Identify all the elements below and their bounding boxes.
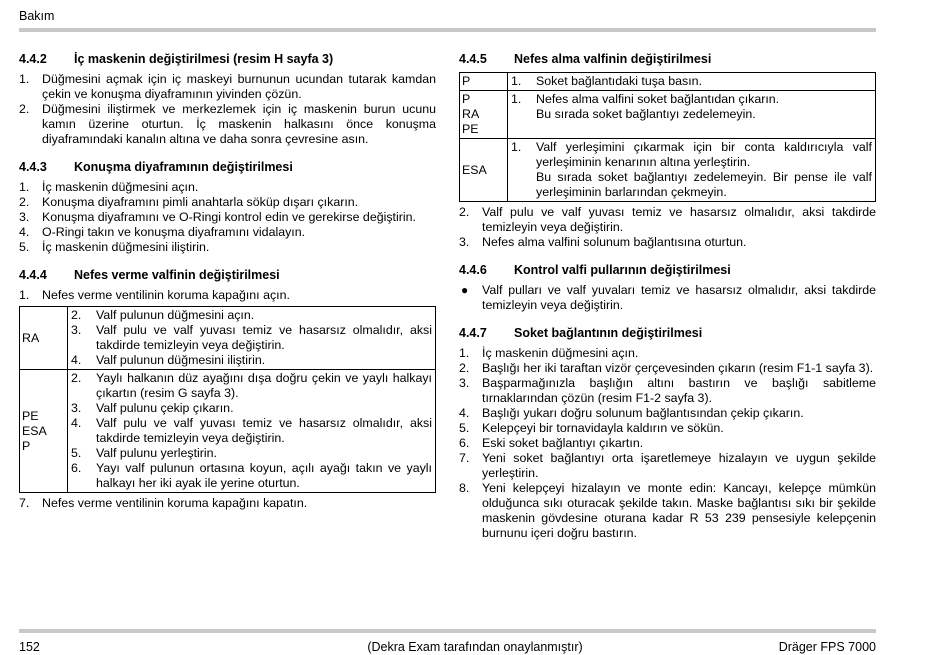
section-4-4-4 xyxy=(19,268,436,511)
footer-rule xyxy=(19,629,876,633)
list-item: 7. Nefes verme ventilinin koruma kapağını kapatın. xyxy=(19,496,308,510)
variant-label-cell: P xyxy=(460,73,508,91)
right-column xyxy=(459,52,876,554)
section-4-4-3 xyxy=(19,160,436,255)
list-item: 4. O-Ringi takın ve konuşma diyaframını vidalayın. xyxy=(19,225,306,239)
section-heading: 4.4.2 İç maskenin değiştirilmesi (resim H sayfa 3) xyxy=(19,52,334,66)
header-rule xyxy=(19,28,876,32)
bullet-icon: ● xyxy=(461,283,469,297)
list-item: 4. Başlığı yukarı doğru solunum bağlantısından çekip çıkarın. xyxy=(459,406,804,420)
steps-cell: 1. Valf yerleşimini çıkarmak için bir conta kaldırıcıyla valf yerleşiminin kenarının altına yerleştirin. Bu sırada soket bağlantıyı zedelemeyin. Bir pense ile valf yerleşiminin barlarından çekmeyin. xyxy=(508,139,876,202)
table-row xyxy=(20,307,436,370)
approval-note: (Dekra Exam tarafından onaylanmıştır) xyxy=(367,640,583,654)
inhalation-valve-table xyxy=(459,72,876,202)
section-4-4-5 xyxy=(459,52,876,250)
running-header: Bakım xyxy=(19,9,55,23)
list-item: 8. Yeni kelepçeyi hizalayın ve monte edin: Kancayı, kelepçe mümkün olduğunca sıkı oturacak şekilde takın. Maske bağlantısı sıkı bir şekilde maskenin gövdesine oturana kadar R 53 239 pensesiyle kelepçenin burnunu içeri doğru bastırın. xyxy=(459,481,876,540)
list-item: 5. İç maskenin düğmesini iliştirin. xyxy=(19,240,210,254)
list-item: 7. Yeni soket bağlantıyı orta işaretlemeye hizalayın ve uygun şekilde yerleştirin. xyxy=(459,451,876,480)
section-4-4-7 xyxy=(459,326,876,541)
variant-label-cell: P RA PE xyxy=(460,91,508,139)
section-4-4-6 xyxy=(459,263,876,313)
section-heading: 4.4.3 Konuşma diyaframının değiştirilmesi xyxy=(19,160,293,174)
product-name: Dräger FPS 7000 xyxy=(778,640,876,654)
section-heading: 4.4.5 Nefes alma valfinin değiştirilmesi xyxy=(459,52,712,66)
variant-label-cell: ESA xyxy=(460,139,508,202)
section-heading: 4.4.4 Nefes verme valfinin değiştirilmesi xyxy=(19,268,280,282)
variant-label-cell: RA xyxy=(20,307,68,370)
variant-label-cell: PE ESA P xyxy=(20,370,68,493)
list-item: 1. İç maskenin düğmesini açın. xyxy=(19,180,199,194)
exhalation-valve-table xyxy=(19,306,436,493)
list-item: 3. Nefes alma valfini solunum bağlantısına oturtun. xyxy=(459,235,747,249)
section-4-4-2 xyxy=(19,52,436,147)
list-item: 1. Nefes verme ventilinin koruma kapağını açın. xyxy=(19,288,290,302)
table-row xyxy=(460,73,876,91)
table-row xyxy=(460,139,876,202)
section-heading: 4.4.6 Kontrol valfi pullarının değiştirilmesi xyxy=(459,263,731,277)
page-number: 152 xyxy=(19,640,40,654)
steps-cell: 1. Nefes alma valfini soket bağlantıdan çıkarın. Bu sırada soket bağlantıyı zedelemeyin. xyxy=(508,91,876,139)
steps-cell: 1. Soket bağlantıdaki tuşa basın. xyxy=(508,73,876,91)
table-row xyxy=(20,370,436,493)
list-item: ● Valf pulları ve valf yuvaları temiz ve hasarsız olmalıdır, aksi takdirde temizleyin veya değiştirin. xyxy=(461,283,876,312)
list-item: 2. Başlığı her iki taraftan vizör çerçevesinden çıkarın (resim F1-1 sayfa 3). xyxy=(459,361,874,375)
table-row xyxy=(460,91,876,139)
list-item: 2. Düğmesini iliştirmek ve merkezlemek için iç maskenin burun ucunu kamın üzerine oturtun. İç maskenin halkasını önce konuşma diyaframındaki kanalın altına ve daha sonra çevresine asın. xyxy=(19,102,436,146)
list-item: 6. Eski soket bağlantıyı çıkartın. xyxy=(459,436,644,450)
steps-cell: 2. Valf pulunun düğmesini açın. 3. Valf pulu ve valf yuvası temiz ve hasarsız olmalıdır, aksi takdirde temizleyin veya değiştirin. 4. Valf pulunun düğmesini iliştirin. xyxy=(68,307,436,370)
section-heading: 4.4.7 Soket bağlantının değiştirilmesi xyxy=(459,326,703,340)
list-item: 1. İç maskenin düğmesini açın. xyxy=(459,346,639,360)
list-item: 5. Kelepçeyi bir tornavidayla kaldırın ve sökün. xyxy=(459,421,724,435)
list-item: 3. Konuşma diyaframını ve O-Ringi kontrol edin ve gerekirse değiştirin. xyxy=(19,210,416,224)
list-item: 2. Valf pulu ve valf yuvası temiz ve hasarsız olmalıdır, aksi takdirde temizleyin veya değiştirin. xyxy=(459,205,876,234)
list-item: 3. Başparmağınızla başlığın altını bastırın ve başlığı sabitleme tırnaklarından çözün (resim F1-2 sayfa 3). xyxy=(459,376,876,405)
list-item: 2. Konuşma diyaframını pimli anahtarla söküp dışarı çıkarın. xyxy=(19,195,359,209)
list-item: 1. Düğmesini açmak için iç maskeyi burnunun ucundan tutarak kamdan çekin ve konuşma diyaframının yivinden çözün. xyxy=(19,72,436,101)
steps-cell: 2. Yaylı halkanın düz ayağını dışa doğru çekin ve yaylı halkayı çıkartın (resim G sayfa 3). 3. Valf pulunu çekip çıkarın. 4. Valf pulu ve valf yuvası temiz ve hasarsız olmalıdır, aksi takdirde temizleyin veya değiştirin. 5. Valf pulunu yerleştirin. 6. Yayı valf pulunun ortasına koyun, açılı ayağı takın ve yaylı halkayı her iki ayak ile yerine oturtun. xyxy=(68,370,436,493)
left-column xyxy=(19,52,436,524)
